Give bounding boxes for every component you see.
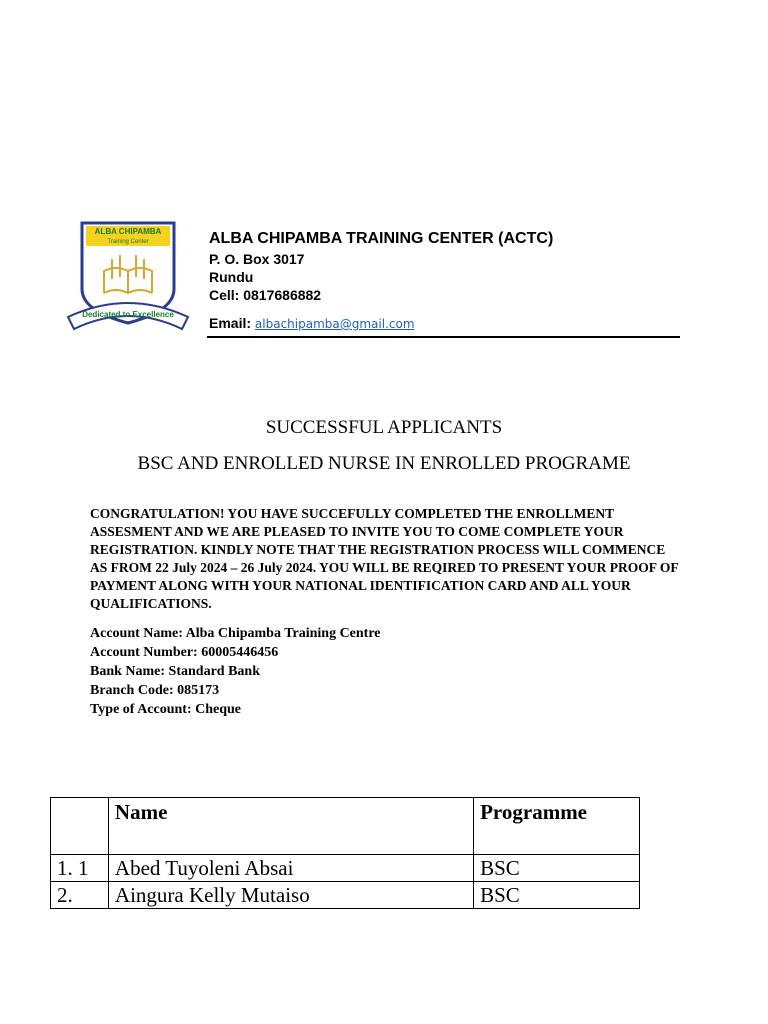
org-logo — [64, 219, 192, 335]
page-title: SUCCESSFUL APPLICANTS — [265, 417, 503, 438]
account-number: Account Number: 60005446456 — [90, 645, 279, 660]
org-town: Rundu — [209, 269, 254, 285]
account-name: Account Name: Alba Chipamba Training Centre — [90, 626, 381, 641]
org-name: ALBA CHIPAMBA TRAINING CENTER (ACTC) — [209, 230, 554, 247]
org-cell: Cell: 0817686882 — [209, 287, 322, 303]
row-number: 2. — [51, 882, 109, 909]
page-subtitle: BSC AND ENROLLED NURSE IN ENROLLED PROGRAME — [137, 453, 631, 474]
account-type: Type of Account: Cheque — [90, 702, 242, 717]
column-header-programme: Programme — [474, 798, 640, 855]
table-row — [51, 855, 640, 882]
applicant-programme: BSC — [474, 855, 640, 882]
applicant-name: Abed Tuyoleni Absai — [108, 855, 473, 882]
table-row — [51, 882, 640, 909]
logo-sub-text: Training Center — [107, 239, 149, 245]
row-number: 1. 1 — [51, 855, 109, 882]
logo-ribbon-text: Dedicated to Excellence — [82, 310, 174, 319]
account-details — [90, 624, 381, 719]
applicant-name: Aingura Kelly Mutaiso — [108, 882, 473, 909]
table-header-row — [51, 798, 640, 855]
column-header-name: Name — [108, 798, 473, 855]
org-email-line — [209, 315, 415, 331]
email-link[interactable]: albachipamba@gmail.com — [254, 317, 415, 331]
email-label: Email: — [209, 315, 252, 331]
logo-brand-text: ALBA CHIPAMBA — [94, 227, 162, 236]
column-header-number — [51, 798, 109, 855]
org-header — [209, 229, 553, 304]
applicants-table — [50, 797, 640, 909]
header-divider — [207, 336, 680, 338]
bank-name: Bank Name: Standard Bank — [90, 664, 260, 679]
org-po-box: P. O. Box 3017 — [209, 251, 305, 267]
branch-code: Branch Code: 085173 — [90, 683, 220, 698]
applicant-programme: BSC — [474, 882, 640, 909]
registration-notice: CONGRATULATION! YOU HAVE SUCCEFULLY COMPLETED THE ENROLLMENT ASSESMENT AND WE ARE PLEASED TO INVITE YOU TO COME COMPLETE YOUR REGISTRATION. KINDLY NOTE THAT THE REGISTRATION PROCESS WILL COMMENCE AS FROM 22 July 2024 – 26 July 2024. YOU WILL BE REQIRED TO PRESENT YOUR PROOF OF PAYMENT ALONG WITH YOUR NATIONAL IDENTIFICATION CARD AND ALL YOUR QUALIFICATIONS. — [90, 506, 679, 611]
